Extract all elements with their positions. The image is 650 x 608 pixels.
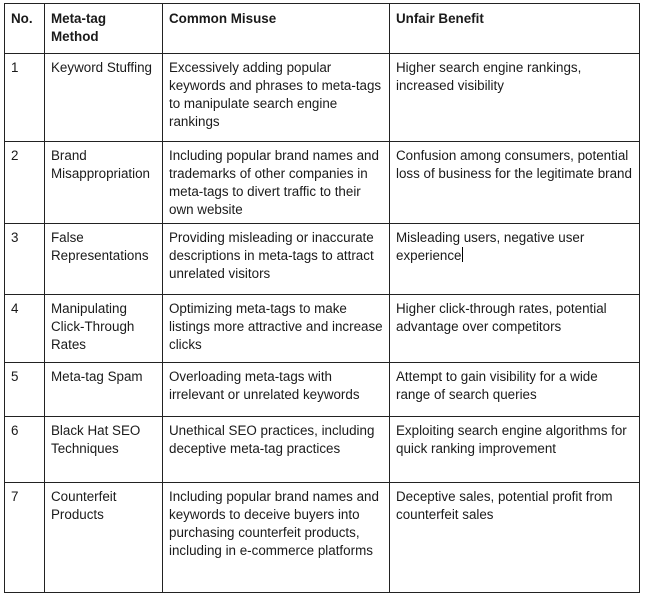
- table-row: [5, 224, 640, 295]
- header-benefit: Unfair Benefit: [390, 4, 640, 54]
- cell-method[interactable]: Black Hat SEO Techniques: [45, 417, 163, 483]
- cell-misuse[interactable]: Including popular brand names and trademarks of other companies in meta-tags to divert traffic to their own website: [163, 142, 390, 224]
- table-row: [5, 417, 640, 483]
- table-header-row: [5, 4, 640, 54]
- cell-no[interactable]: 6: [5, 417, 45, 483]
- cell-no[interactable]: 4: [5, 295, 45, 363]
- text-cursor: [462, 247, 463, 262]
- cell-benefit[interactable]: Confusion among consumers, potential loss of business for the legitimate brand: [390, 142, 640, 224]
- cell-method[interactable]: Meta-tag Spam: [45, 363, 163, 417]
- cell-no[interactable]: 2: [5, 142, 45, 224]
- cell-no[interactable]: 3: [5, 224, 45, 295]
- cell-benefit[interactable]: [390, 224, 640, 295]
- meta-tag-table: [4, 3, 640, 593]
- cell-method[interactable]: Manipulating Click-Through Rates: [45, 295, 163, 363]
- cell-misuse[interactable]: Unethical SEO practices, including deceptive meta-tag practices: [163, 417, 390, 483]
- cell-misuse[interactable]: Including popular brand names and keywords to deceive buyers into purchasing counterfeit products, including in e-commerce platforms: [163, 483, 390, 593]
- cell-benefit[interactable]: Deceptive sales, potential profit from counterfeit sales: [390, 483, 640, 593]
- table-row: [5, 483, 640, 593]
- header-method: Meta-tag Method: [45, 4, 163, 54]
- table-row: [5, 363, 640, 417]
- cell-no[interactable]: 5: [5, 363, 45, 417]
- cell-benefit[interactable]: Attempt to gain visibility for a wide range of search queries: [390, 363, 640, 417]
- cell-benefit[interactable]: Higher click-through rates, potential advantage over competitors: [390, 295, 640, 363]
- cell-benefit-text: Misleading users, negative user experience: [396, 230, 585, 263]
- cell-benefit[interactable]: Higher search engine rankings, increased visibility: [390, 54, 640, 142]
- cell-misuse[interactable]: Providing misleading or inaccurate descriptions in meta-tags to attract unrelated visitors: [163, 224, 390, 295]
- table-row: [5, 295, 640, 363]
- cell-benefit[interactable]: Exploiting search engine algorithms for quick ranking improvement: [390, 417, 640, 483]
- cell-method[interactable]: Keyword Stuffing: [45, 54, 163, 142]
- table-row: [5, 142, 640, 224]
- header-misuse: Common Misuse: [163, 4, 390, 54]
- cell-misuse[interactable]: Optimizing meta-tags to make listings more attractive and increase clicks: [163, 295, 390, 363]
- meta-tag-table-container: [4, 3, 640, 593]
- cell-method[interactable]: Brand Misappropriation: [45, 142, 163, 224]
- cell-method[interactable]: Counterfeit Products: [45, 483, 163, 593]
- cell-misuse[interactable]: Overloading meta-tags with irrelevant or unrelated keywords: [163, 363, 390, 417]
- cell-no[interactable]: 7: [5, 483, 45, 593]
- cell-misuse[interactable]: Excessively adding popular keywords and phrases to meta-tags to manipulate search engine rankings: [163, 54, 390, 142]
- cell-method[interactable]: False Representations: [45, 224, 163, 295]
- cell-no[interactable]: 1: [5, 54, 45, 142]
- header-no: No.: [5, 4, 45, 54]
- table-row: [5, 54, 640, 142]
